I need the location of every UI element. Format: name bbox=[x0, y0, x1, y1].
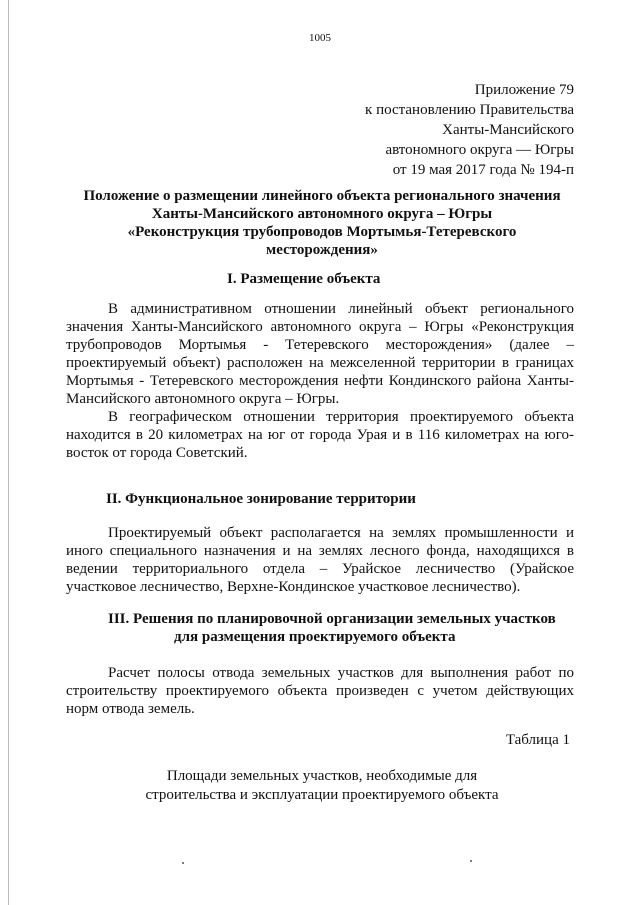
section-1-heading: I. Размещение объекта bbox=[227, 271, 381, 287]
section-1-paragraph-1: В административном отношении линейный объект регионального значения Ханты-Мансийского автономного округа – Югры «Реконструкция трубопроводов Мортымья - Тетеревского месторождения» (далее – проектируемый объект) расположен на межселенной территории в границах Мортымья - Тетеревского месторождения нефти Кондинского района Ханты-Мансийского автономного округа – Югры. bbox=[66, 301, 574, 407]
title-line: месторождения» bbox=[266, 242, 378, 258]
section-1-paragraph-2: В географическом отношении территория проектируемого объекта находится в 20 километрах на юг от города Урая и в 116 километрах на юго-восток от города Советский. bbox=[66, 409, 574, 461]
title-line: Положение о размещении линейного объекта регионального значения bbox=[83, 188, 561, 204]
appendix-line: Ханты-Мансийского bbox=[442, 122, 574, 138]
title-line: Ханты-Мансийского автономного округа – Югры bbox=[151, 206, 493, 222]
section-2-heading: II. Функциональное зонирование территории bbox=[106, 491, 416, 507]
table-label: Таблица 1 bbox=[505, 732, 570, 748]
section-2-paragraph-1: Проектируемый объект располагается на землях промышленности и иного специального назначения и на землях лесного фонда, находящихся в ведении территориального отдела – Урайское лесничество (Урайское участковое лесничество, Верхне-Кондинское участковое лесничество). bbox=[66, 525, 574, 595]
section-3-heading-line-1: III. Решения по планировочной организации земельных участков bbox=[108, 611, 556, 627]
scan-speck bbox=[182, 862, 184, 864]
document-title bbox=[80, 187, 564, 259]
appendix-line: от 19 мая 2017 года № 194-п bbox=[392, 162, 574, 178]
caption-line: Площади земельных участков, необходимые для bbox=[166, 768, 478, 784]
caption-line: строительства и эксплуатации проектируемого объекта bbox=[145, 787, 499, 803]
page-number: 1005 bbox=[309, 32, 331, 44]
title-line: «Реконструкция трубопроводов Мортымья-Тетеревского bbox=[127, 224, 517, 240]
appendix-line: Приложение 79 bbox=[474, 82, 574, 98]
section-3-paragraph-1: Расчет полосы отвода земельных участков для выполнения работ по строительству проектируемого объекта произведен с учетом действующих норм отвода земель. bbox=[66, 665, 574, 717]
appendix-line: автономного округа — Югры bbox=[385, 142, 574, 158]
scan-margin-line bbox=[8, 0, 9, 905]
table-caption bbox=[80, 767, 564, 805]
appendix-line: к постановлению Правительства bbox=[365, 102, 574, 118]
section-3-heading-line-2: для размещения проектируемого объекта bbox=[174, 629, 456, 645]
appendix-block bbox=[365, 80, 574, 180]
scan-speck bbox=[470, 860, 472, 862]
